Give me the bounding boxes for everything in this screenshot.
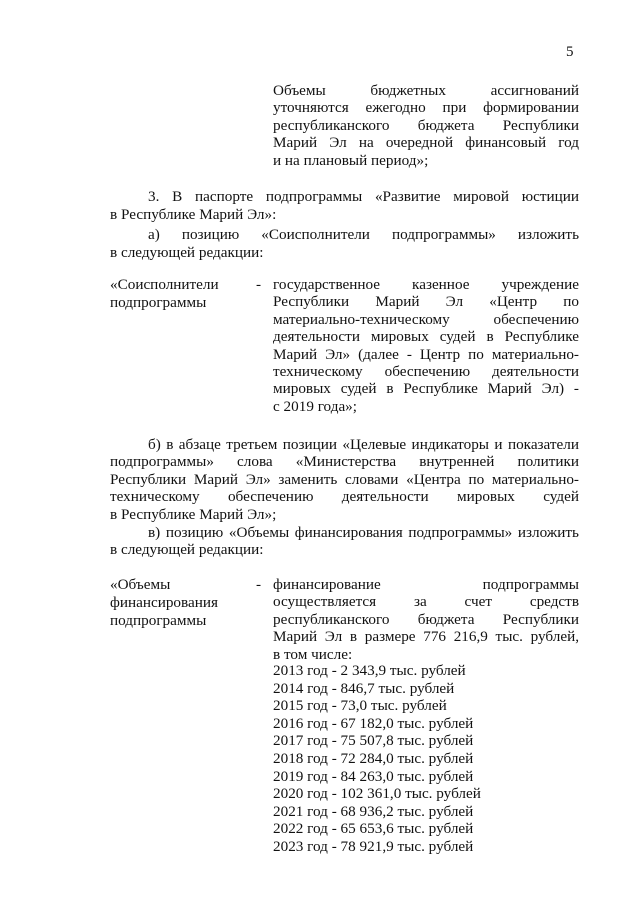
text-line: Объемы бюджетных ассигнований [273, 82, 579, 99]
item3-a-line1: а) позицию «Соисполнители подпрограммы» изложить [148, 226, 579, 243]
item-b [110, 436, 579, 523]
page-number: 5 [566, 44, 574, 60]
text-line: в Республике Марий Эл»; [110, 505, 277, 523]
text-line: финансирование подпрограммы [273, 576, 579, 593]
coexec-label-line1: «Соисполнители [110, 276, 219, 293]
text-line: техническому обеспечению деятельности мировых судей [110, 488, 579, 506]
item3-line1: 3. В паспорте подпрограммы «Развитие мировой юстиции [148, 188, 579, 205]
text-line: в) позицию «Объемы финансирования подпрограммы» изложить [148, 524, 579, 541]
text-line: уточняются ежегодно при формировании [273, 99, 579, 117]
coexec-label-line2: подпрограммы [110, 294, 207, 311]
top-block [273, 82, 579, 169]
funding-label-line3: подпрограммы [110, 612, 207, 629]
year-line: 2016 год - 67 182,0 тыс. рублей [273, 714, 474, 732]
item3-a-line2: в следующей редакции: [110, 244, 264, 261]
text-line: и на плановый период»; [273, 151, 429, 169]
text-line: Республики Марий Эл «Центр по [273, 293, 579, 311]
year-line: 2021 год - 68 936,2 тыс. рублей [273, 802, 474, 820]
text-line: Марий Эл в размере 776 216,9 тыс. рублей, [273, 628, 579, 646]
funding-dash: - [256, 576, 262, 593]
year-line: 2013 год - 2 343,9 тыс. рублей [273, 662, 466, 679]
year-line: 2023 год - 78 921,9 тыс. рублей [273, 837, 474, 855]
text-line: Республики Марий Эл» заменить словами «Центра по материально- [110, 470, 579, 488]
coexec-dash: - [256, 276, 262, 293]
text-line: материально-техническому обеспечению [273, 310, 579, 328]
text-line: государственное казенное учреждение [273, 276, 579, 293]
coexec-text [273, 276, 579, 415]
item-c [110, 524, 579, 559]
text-line: подпрограммы» слова «Министерства внутренней политики [110, 453, 579, 471]
text-line: в том числе: [273, 645, 353, 663]
text-line: деятельности мировых судей в Республике [273, 328, 579, 346]
funding-years [273, 662, 481, 856]
text-line: осуществляется за счет средств [273, 593, 579, 611]
year-line: 2015 год - 73,0 тыс. рублей [273, 697, 447, 715]
text-line: Марий Эл» (далее - Центр по материально- [273, 345, 579, 363]
text-line: в следующей редакции: [110, 541, 264, 559]
funding-label-line2: финансирования [110, 594, 218, 611]
item3-line2: в Республике Марий Эл»: [110, 206, 277, 223]
year-line: 2022 год - 65 653,6 тыс. рублей [273, 820, 474, 838]
year-line: 2014 год - 846,7 тыс. рублей [273, 679, 455, 697]
year-line: 2019 год - 84 263,0 тыс. рублей [273, 767, 474, 785]
year-line: 2017 год - 75 507,8 тыс. рублей [273, 732, 474, 750]
year-line: 2020 год - 102 361,0 тыс. рублей [273, 785, 481, 803]
year-line: 2018 год - 72 284,0 тыс. рублей [273, 749, 474, 767]
text-line: техническому обеспечению деятельности [273, 363, 579, 381]
text-line: Марий Эл на очередной финансовый год [273, 134, 579, 152]
text-line: республиканского бюджета Республики [273, 610, 579, 628]
text-line: мировых судей в Республике Марий Эл) - [273, 380, 579, 398]
text-line: с 2019 года»; [273, 397, 357, 415]
text-line: республиканского бюджета Республики [273, 116, 579, 134]
funding-label-line1: «Объемы [110, 576, 171, 593]
funding-text [273, 576, 579, 663]
text-line: б) в абзаце третьем позиции «Целевые индикаторы и показатели [148, 436, 579, 453]
